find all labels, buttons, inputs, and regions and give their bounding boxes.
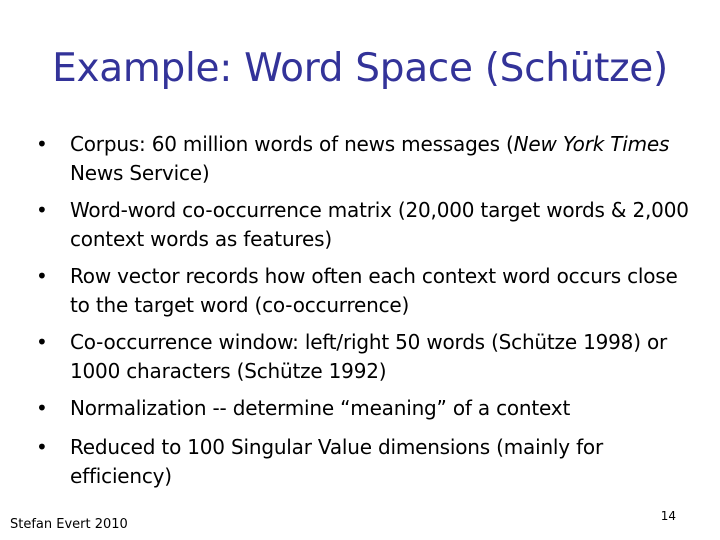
slide-title: Example: Word Space (Schütze) [52, 46, 668, 91]
bullet-text: News Service) [70, 161, 210, 185]
bullet-svd [36, 433, 696, 491]
bullet-text: Normalization -- determine “meaning” of a context [70, 396, 571, 420]
bullet-dot: • [36, 435, 48, 459]
bullet-text: Corpus: 60 million words of news messages ( [70, 132, 514, 156]
bullet-text: Co-occurrence window: left/right 50 words (Schütze 1998) or 1000 characters (Schütze 1992) [70, 330, 668, 383]
bullet-dot: • [36, 264, 48, 288]
bullet-corpus [36, 130, 696, 188]
bullet-row-vector [36, 262, 696, 320]
footer-author: Stefan Evert 2010 [10, 517, 128, 532]
bullet-normalization [36, 394, 696, 423]
bullet-text-italic: New York Times [513, 132, 670, 156]
bullet-dot: • [36, 198, 48, 222]
bullet-dot: • [36, 330, 48, 354]
page-number: 14 [660, 509, 676, 523]
bullet-text: Row vector records how often each context word occurs close to the target word (co-occurrence) [70, 264, 678, 317]
bullet-dot: • [36, 132, 48, 156]
bullet-window [36, 328, 696, 386]
bullet-text: Word-word co-occurrence matrix (20,000 target words & 2,000 context words as features) [70, 198, 689, 251]
bullet-matrix [36, 196, 696, 254]
bullet-text: Reduced to 100 Singular Value dimensions (mainly for efficiency) [70, 435, 603, 488]
bullet-dot: • [36, 396, 48, 420]
bullet-list [36, 130, 696, 499]
